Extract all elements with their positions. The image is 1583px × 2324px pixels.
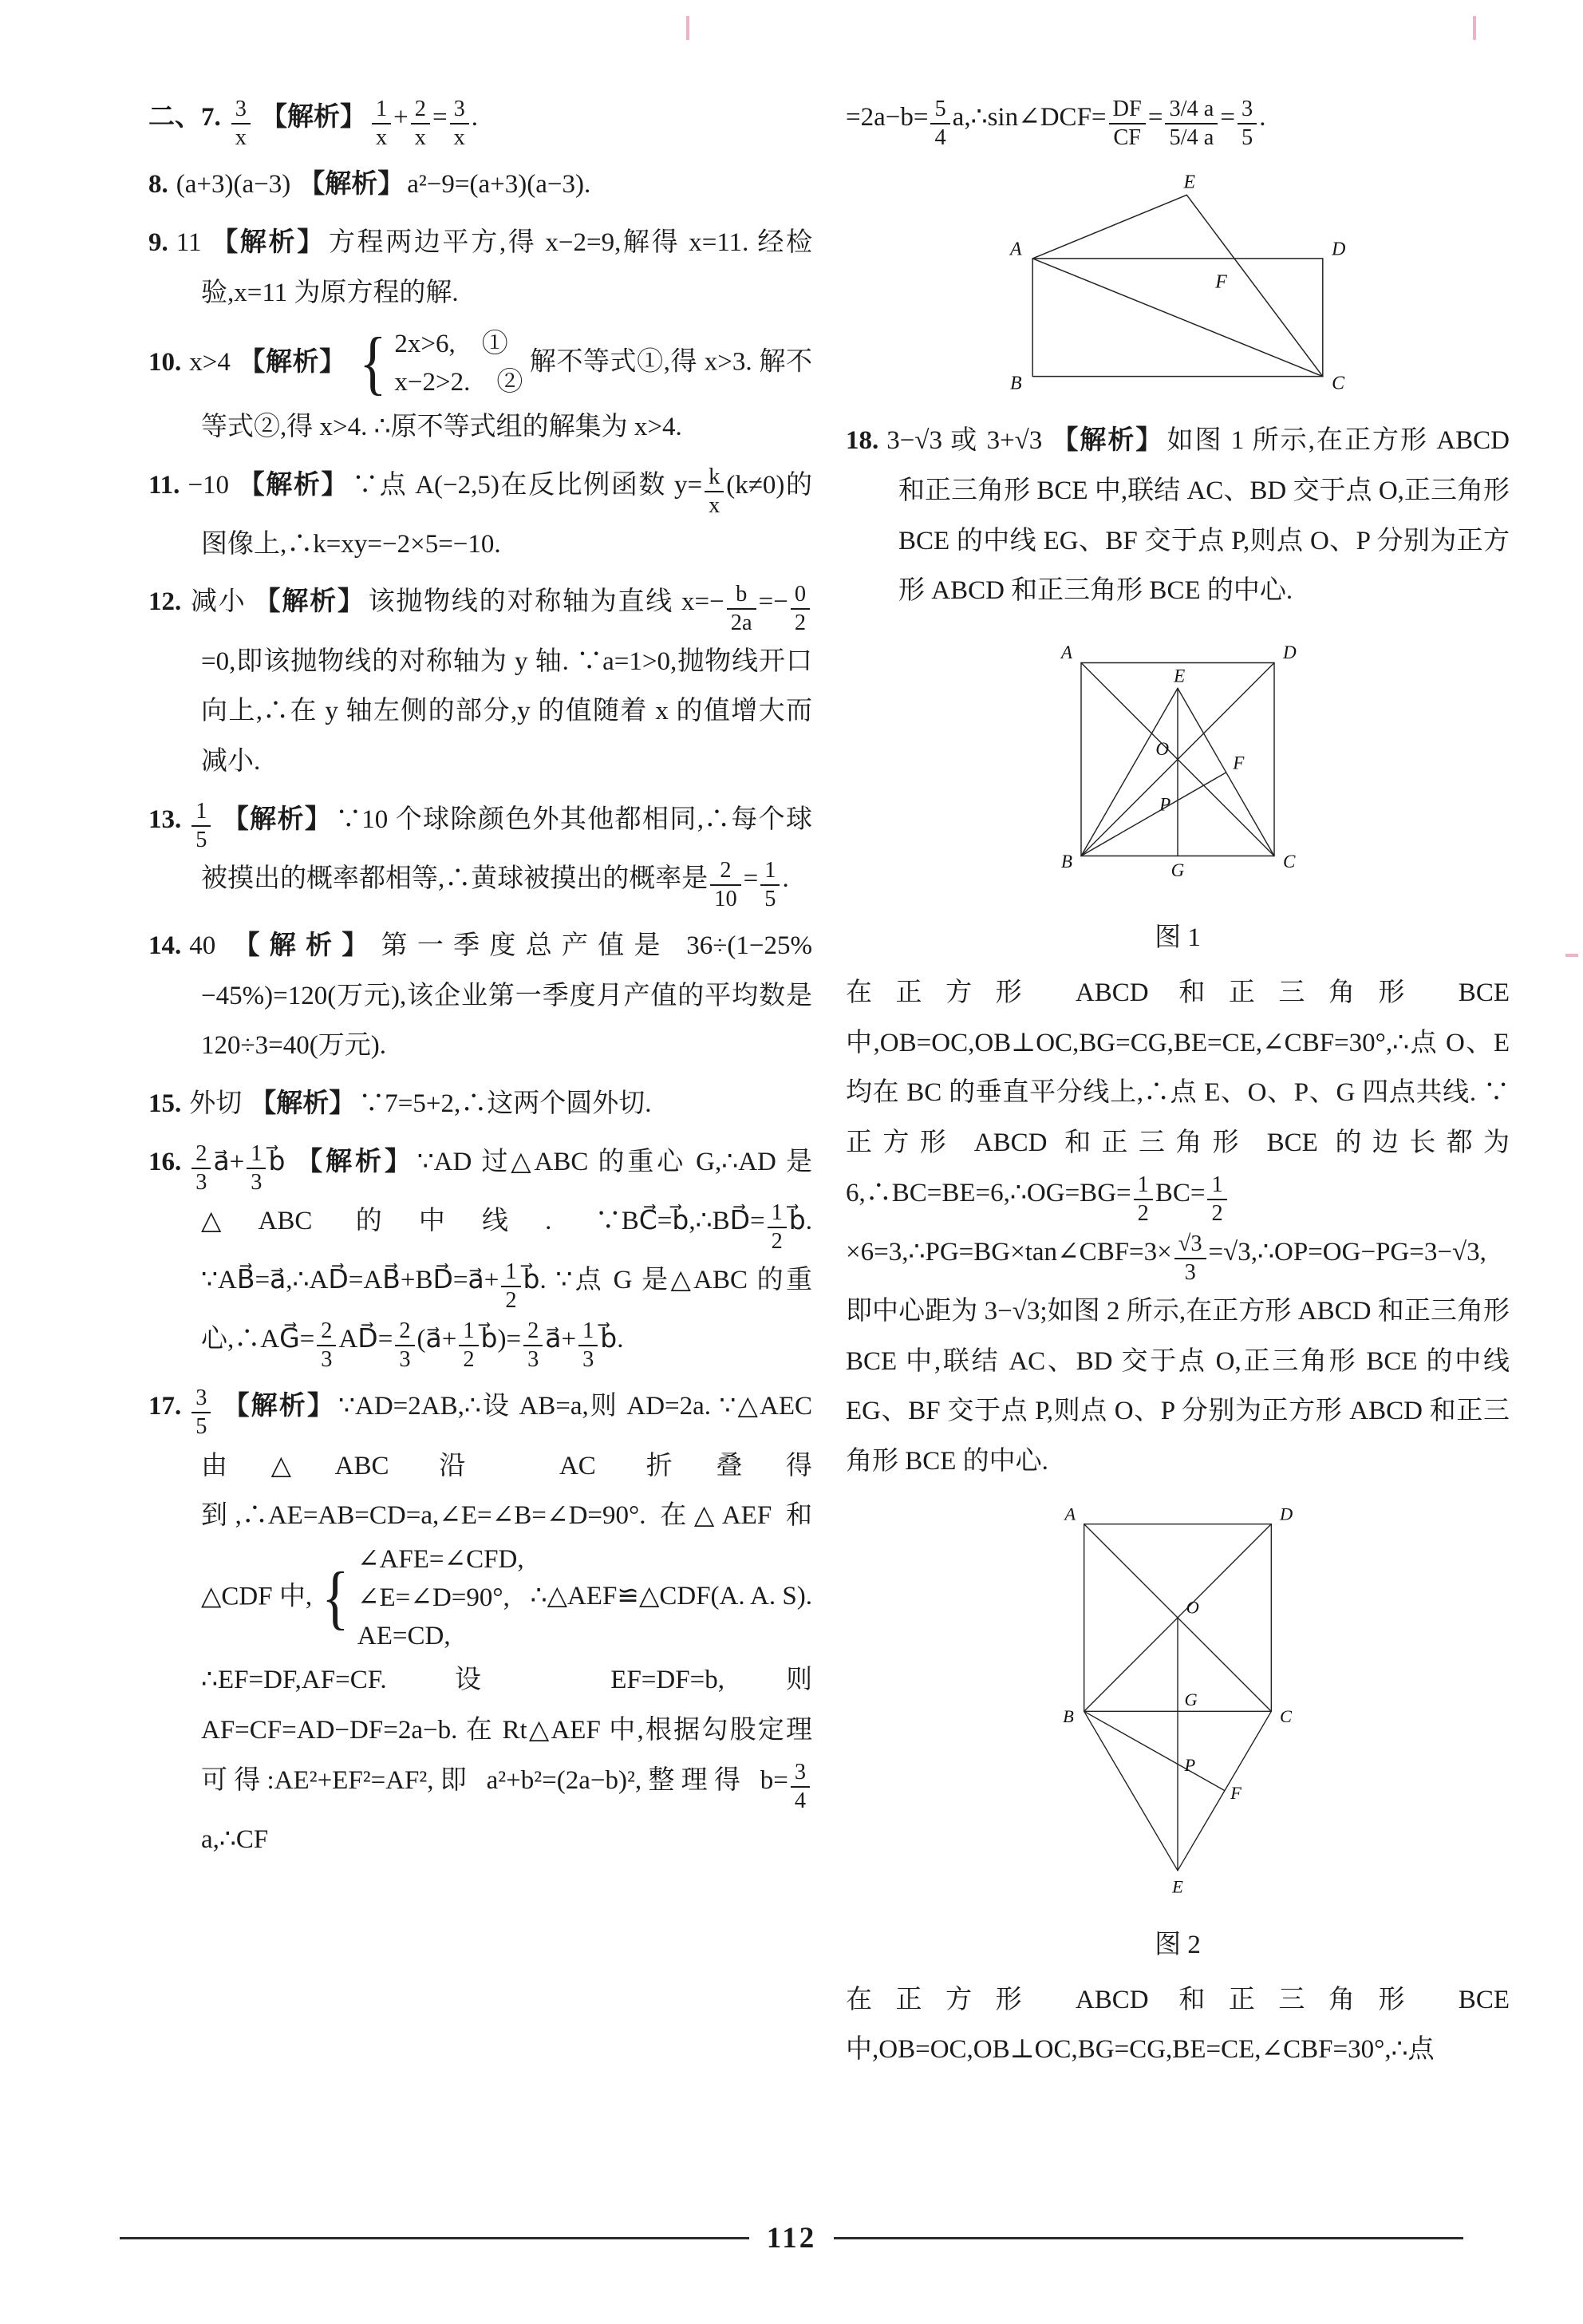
analysis-label: 【解析】: [298, 170, 405, 200]
solution-text: $\frac{1}{x}$ + $\frac{2}{x}$ = $\frac{3}{x}$ .: [369, 103, 478, 132]
figure-2: [846, 1503, 1510, 1919]
analysis-label: 【解析】: [209, 227, 326, 257]
solution-text: ∵7=5+2,∴这两个圆外切.: [358, 1089, 652, 1119]
analysis-label: 【解析】: [221, 804, 333, 834]
vertex-label-B: B: [1063, 1705, 1074, 1726]
congruence-conditions: [318, 1541, 523, 1656]
inequality-2: x−2>2. ②: [394, 368, 523, 397]
point-label-F: F: [1230, 1782, 1242, 1803]
analysis-label: 【解析】: [1050, 426, 1164, 456]
figure-1-caption: 图 1: [1155, 923, 1201, 952]
analysis-label: 【解析】: [250, 1089, 356, 1119]
figure-17-diagram: [978, 168, 1377, 404]
vertex-label-C: C: [1280, 1705, 1292, 1726]
vertex-label-D: D: [1283, 641, 1297, 662]
solution-17-continuation: =2a−b= $\frac{5}{4}$ a,∴sin∠DCF= $\frac{DF}{CF}$ = $\frac{3/4 a}{5/4 a}$ = $\frac{3}{5}$ .: [846, 97, 1266, 151]
footer-rule-left: [120, 2237, 749, 2239]
vertex-label-C: C: [1332, 373, 1345, 394]
analysis-label: 【解析】: [237, 470, 349, 500]
problem-number: 14.: [148, 931, 182, 960]
problem-answer: $\frac{1}{5}$: [189, 805, 218, 834]
problem-12: [148, 577, 812, 786]
vertex-label-A: A: [1064, 1504, 1076, 1524]
solution-18-note-2: 在正方形 ABCD 和正三角形 BCE 中,OB=OC,OB⊥OC,BG=CG,BE=CE,∠CBF=30°,∴点: [846, 1985, 1510, 2065]
point-label-G: G: [1170, 859, 1185, 880]
solution-text: ∴△AEF≌△CDF(A. A. S). ∴EF=DF,AF=CF. 设 EF=DF=b,则 AF=CF=AD−DF=2a−b. 在 Rt△AEF 中,根据勾股定理可得:AE²+EF²=AF²,即 a²+b²=(2a−b)²,整理得 b= $\frac{3}{4}$ a,∴CF: [201, 1582, 812, 1854]
solution-text: 第一季度总产值是 36÷(1−25%−45%)=120(万元),该企业第一季度月产值的平均数是 120÷3=40(万元).: [201, 931, 813, 1061]
problem-answer: −10: [188, 470, 230, 500]
problem-answer: 40: [189, 931, 216, 960]
problem-11: [148, 460, 812, 570]
solution-text: a²−9=(a+3)(a−3).: [407, 170, 591, 200]
footer-rule-right: [834, 2237, 1463, 2239]
figure-2-diagram: [1050, 1503, 1305, 1911]
figure-lines: [1081, 662, 1274, 856]
page-number: 112: [766, 2222, 817, 2255]
print-mark: [686, 16, 689, 40]
print-mark: [1565, 954, 1578, 957]
problem-number: 8.: [148, 170, 168, 200]
left-column: [148, 93, 812, 2083]
problem-18: [846, 416, 1510, 616]
figure-17: [846, 168, 1510, 411]
problem-number: 二、7.: [148, 103, 221, 132]
problem-8: [148, 160, 812, 210]
figure-lines: [1084, 1524, 1272, 1870]
point-label-P: P: [1159, 793, 1171, 815]
system-brace: {: [358, 324, 387, 403]
solution-text: 如图 1 所示,在正方形 ABCD 和正三角形 BCE 中,联结 AC、BD 交于点 O,正三角形 BCE 的中线 EG、BF 交于点 P,则点 O、P 分别为正方形 ABCD 和正三角形 BCE 的中心.: [898, 426, 1510, 606]
condition-1: ∠AFE=∠CFD,: [357, 1544, 524, 1574]
problem-number: 11.: [148, 470, 180, 500]
problem-answer: $\frac{3}{5}$: [189, 1392, 218, 1421]
problem-16: [148, 1137, 812, 1374]
figure-1-diagram: [1046, 632, 1309, 904]
system-brace: {: [322, 1558, 349, 1637]
vertex-label-F: F: [1215, 271, 1227, 293]
problem-9: [148, 218, 812, 318]
figure-2-caption: 图 2: [1155, 1930, 1201, 1959]
vertex-label-D: D: [1332, 239, 1346, 260]
problem-10: [148, 326, 812, 452]
analysis-label: 【解析】: [260, 103, 366, 132]
problem-number: 9.: [148, 227, 168, 257]
problem-answer: x>4: [189, 347, 231, 377]
solution-text: ∵10 个球除颜色外其他都相同,∴每个球被摸出的概率都相等,∴黄球被摸出的概率是 $\frac{2}{10}$ = $\frac{1}{5}$ .: [201, 804, 812, 911]
problem-number: 17.: [148, 1392, 182, 1421]
point-label-O: O: [1155, 737, 1169, 759]
problem-answer: 外切: [189, 1089, 243, 1119]
problem-answer: (a+3)(a−3): [176, 170, 291, 200]
condition-2: ∠E=∠D=90°,: [357, 1583, 510, 1612]
problem-answer: $\frac{3}{x}$: [229, 103, 258, 132]
figure-1: [846, 632, 1510, 911]
problem-number: 18.: [846, 426, 879, 456]
problem-7: [148, 93, 812, 152]
problem-number: 10.: [148, 347, 182, 377]
condition-3: AE=CD,: [357, 1621, 451, 1650]
point-label-P: P: [1184, 1754, 1196, 1775]
problem-answer: 3−√3 或 3+√3: [886, 426, 1043, 456]
analysis-label: 【解析】: [223, 931, 378, 960]
solution-18-note-1: 在正方形 ABCD 和正三角形 BCE 中,OB=OC,OB⊥OC,BG=CG,BE=CE,∠CBF=30°,∴点 O、E 均在 BC 的垂直平分线上,∴点 E、O、P、G 四点共线. ∵正方形 ABCD 和正三角形 BCE 的边长都为 6,∴BC=BE=6,∴OG=BG= $\frac{1}{2}$ BC= $\frac{1}{2}$ ×6=3,∴PG=BG×tan∠CBF=3× $\frac{√3}{3}$ =√3,∴OP=OG−PG=3−√3,即中心距为 3−√3;如图 2 所示,在正方形 ABCD 和正三角形 BCE 中,联结 AC、BD 交于点 O,正三角形 BCE 的中线 EG、BF 交于点 P,则点 O、P 分别为正方形 ABCD 和正三角形 BCE 的中心.: [846, 978, 1510, 1476]
problem-number: 13.: [148, 804, 182, 834]
problem-answer: $\frac{2}{3}$ a⃗+ $\frac{1}{3}$ b⃗: [189, 1148, 290, 1176]
inequality-system: [356, 326, 523, 402]
analysis-label: 【解析】: [254, 587, 365, 617]
problem-13: [148, 795, 812, 913]
solution-text: 该抛物线的对称轴为直线 x=− $\frac{b}{2a}$ =− $\frac{0}{2}$ =0,即该抛物线的对称轴为 y 轴. ∵a=1>0,抛物线开口向上,∴在 y 轴左侧的部分,y 的值随着 x 的值增大而减小.: [201, 581, 812, 776]
analysis-label: 【解析】: [221, 1392, 335, 1421]
vertex-label-E: E: [1174, 665, 1186, 686]
vertex-label-B: B: [1060, 850, 1072, 872]
print-mark: [1473, 16, 1476, 40]
problem-number: 16.: [148, 1147, 182, 1176]
problem-number: 12.: [148, 587, 182, 617]
problem-number: 15.: [148, 1089, 182, 1119]
solution-text: ∵AD=2AB,∴设 AB=a,则 AD=2a. ∵△AEC 由△ABC 沿 AC 折叠得到,∴AE=AB=CD=a,∠E=∠B=∠D=90°. 在△AEF 和△CDF 中,: [201, 1392, 812, 1611]
content-columns: [148, 93, 1510, 2083]
page-footer: [120, 2221, 1463, 2255]
solution-text: 解不等式①,得 x>3. 解不等式②,得 x>4. ∴原不等式组的解集为 x>4.: [201, 347, 812, 441]
vertex-label-E: E: [1183, 172, 1196, 193]
vertex-label-A: A: [1009, 239, 1022, 260]
problem-answer: 减小: [189, 587, 247, 617]
analysis-label: 【解析】: [238, 347, 346, 377]
solution-text: ∵AD 过△ABC 的重心 G,∴AD 是△ABC 的中线. ∵BC⃗=b⃗,∴BD⃗= $\frac{1}{2}$ b⃗. ∵AB⃗=a⃗,∴AD⃗=AB⃗+BD⃗=a⃗+ $\frac{1}{2}$ b⃗. ∵点 G 是△ABC 的重心,∴AG⃗= $\frac{2}{3}$ AD⃗= $\frac{2}{3}$ (a⃗+ $\frac{1}{2}$ b⃗)= $\frac{2}{3}$ a⃗+ $\frac{1}{3}$ b⃗.: [201, 1147, 812, 1373]
solution-text: 方程两边平方,得 x−2=9,解得 x=11. 经检验,x=11 为原方程的解.: [201, 227, 813, 307]
vertex-label-B: B: [1009, 373, 1022, 394]
vertex-label-C: C: [1283, 850, 1296, 872]
point-label-G: G: [1184, 1689, 1198, 1709]
point-label-F: F: [1233, 752, 1245, 773]
figure-lines: [1032, 196, 1323, 377]
problem-answer: 11: [176, 227, 202, 257]
problem-15: [148, 1079, 812, 1129]
right-column: [846, 93, 1510, 2083]
vertex-label-D: D: [1280, 1504, 1293, 1524]
problem-17: [148, 1381, 812, 1864]
analysis-label: 【解析】: [293, 1147, 414, 1176]
problem-14: [148, 921, 812, 1071]
solution-text: ∵点 A(−2,5)在反比例函数 y= $\frac{k}{x}$ (k≠0)的图像上,∴k=xy=−2×5=−10.: [201, 464, 812, 559]
inequality-1: 2x>6, ①: [394, 330, 508, 359]
vertex-label-E: E: [1172, 1876, 1183, 1897]
point-label-O: O: [1186, 1597, 1199, 1618]
vertex-label-A: A: [1060, 641, 1072, 662]
